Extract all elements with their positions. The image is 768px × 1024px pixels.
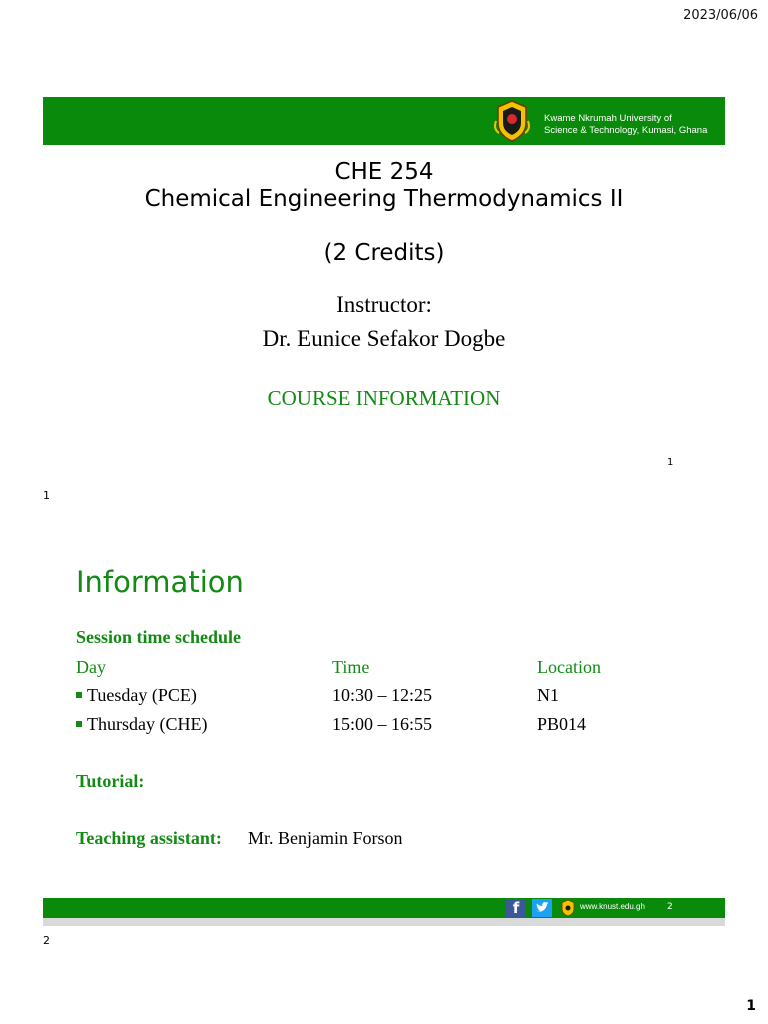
footer-url[interactable]: www.knust.edu.gh — [580, 902, 645, 911]
instructor-label: Instructor: — [336, 292, 432, 317]
schedule-row-location: PB014 — [537, 714, 587, 734]
information-title: Information — [76, 565, 244, 599]
schedule-row-time: 10:30 – 12:25 — [332, 685, 433, 705]
course-code: CHE 254 — [334, 159, 434, 185]
course-title: Chemical Engineering Thermodynamics II — [144, 186, 624, 212]
slide2-number: 2 — [667, 902, 673, 912]
university-name-line1: Kwame Nkrumah University of — [544, 113, 672, 124]
schedule-header-time: Time — [332, 657, 370, 677]
schedule-row-time: 15:00 – 16:55 — [332, 714, 433, 734]
instructor-name: Dr. Eunice Sefakor Dogbe — [262, 326, 506, 351]
facebook-icon[interactable]: f — [506, 899, 526, 917]
schedule-row-day — [76, 685, 197, 706]
slide1-number: 1 — [667, 457, 674, 468]
bullet-icon — [76, 721, 82, 727]
slide1-margin-number: 1 — [43, 489, 50, 502]
teaching-assistant-name: Mr. Benjamin Forson — [248, 828, 403, 848]
tutorial-label: Tutorial: — [76, 771, 145, 791]
teaching-assistant-label: Teaching assistant: — [76, 828, 222, 848]
university-name-line2: Science & Technology, Kumasi, Ghana — [544, 125, 708, 136]
schedule-row-day — [76, 714, 207, 735]
university-name — [544, 113, 724, 137]
university-crest-icon — [493, 99, 531, 143]
schedule-header-day: Day — [76, 657, 106, 677]
schedule-day-text: Tuesday (PCE) — [87, 685, 197, 705]
bullet-icon — [76, 692, 82, 698]
page-date: 2023/06/06 — [683, 8, 758, 23]
twitter-icon[interactable] — [532, 899, 552, 917]
schedule-header-location: Location — [537, 657, 601, 677]
course-information-heading: COURSE INFORMATION — [267, 386, 501, 410]
slide2-margin-number: 2 — [43, 934, 50, 947]
university-crest-icon — [560, 899, 576, 917]
schedule-title: Session time schedule — [76, 627, 242, 647]
schedule-day-text: Thursday (CHE) — [87, 714, 208, 734]
page-number: 1 — [746, 998, 756, 1014]
slide2-footer-shadow — [43, 918, 725, 926]
schedule-row-location: N1 — [537, 685, 559, 705]
course-credits: (2 Credits) — [323, 240, 445, 266]
